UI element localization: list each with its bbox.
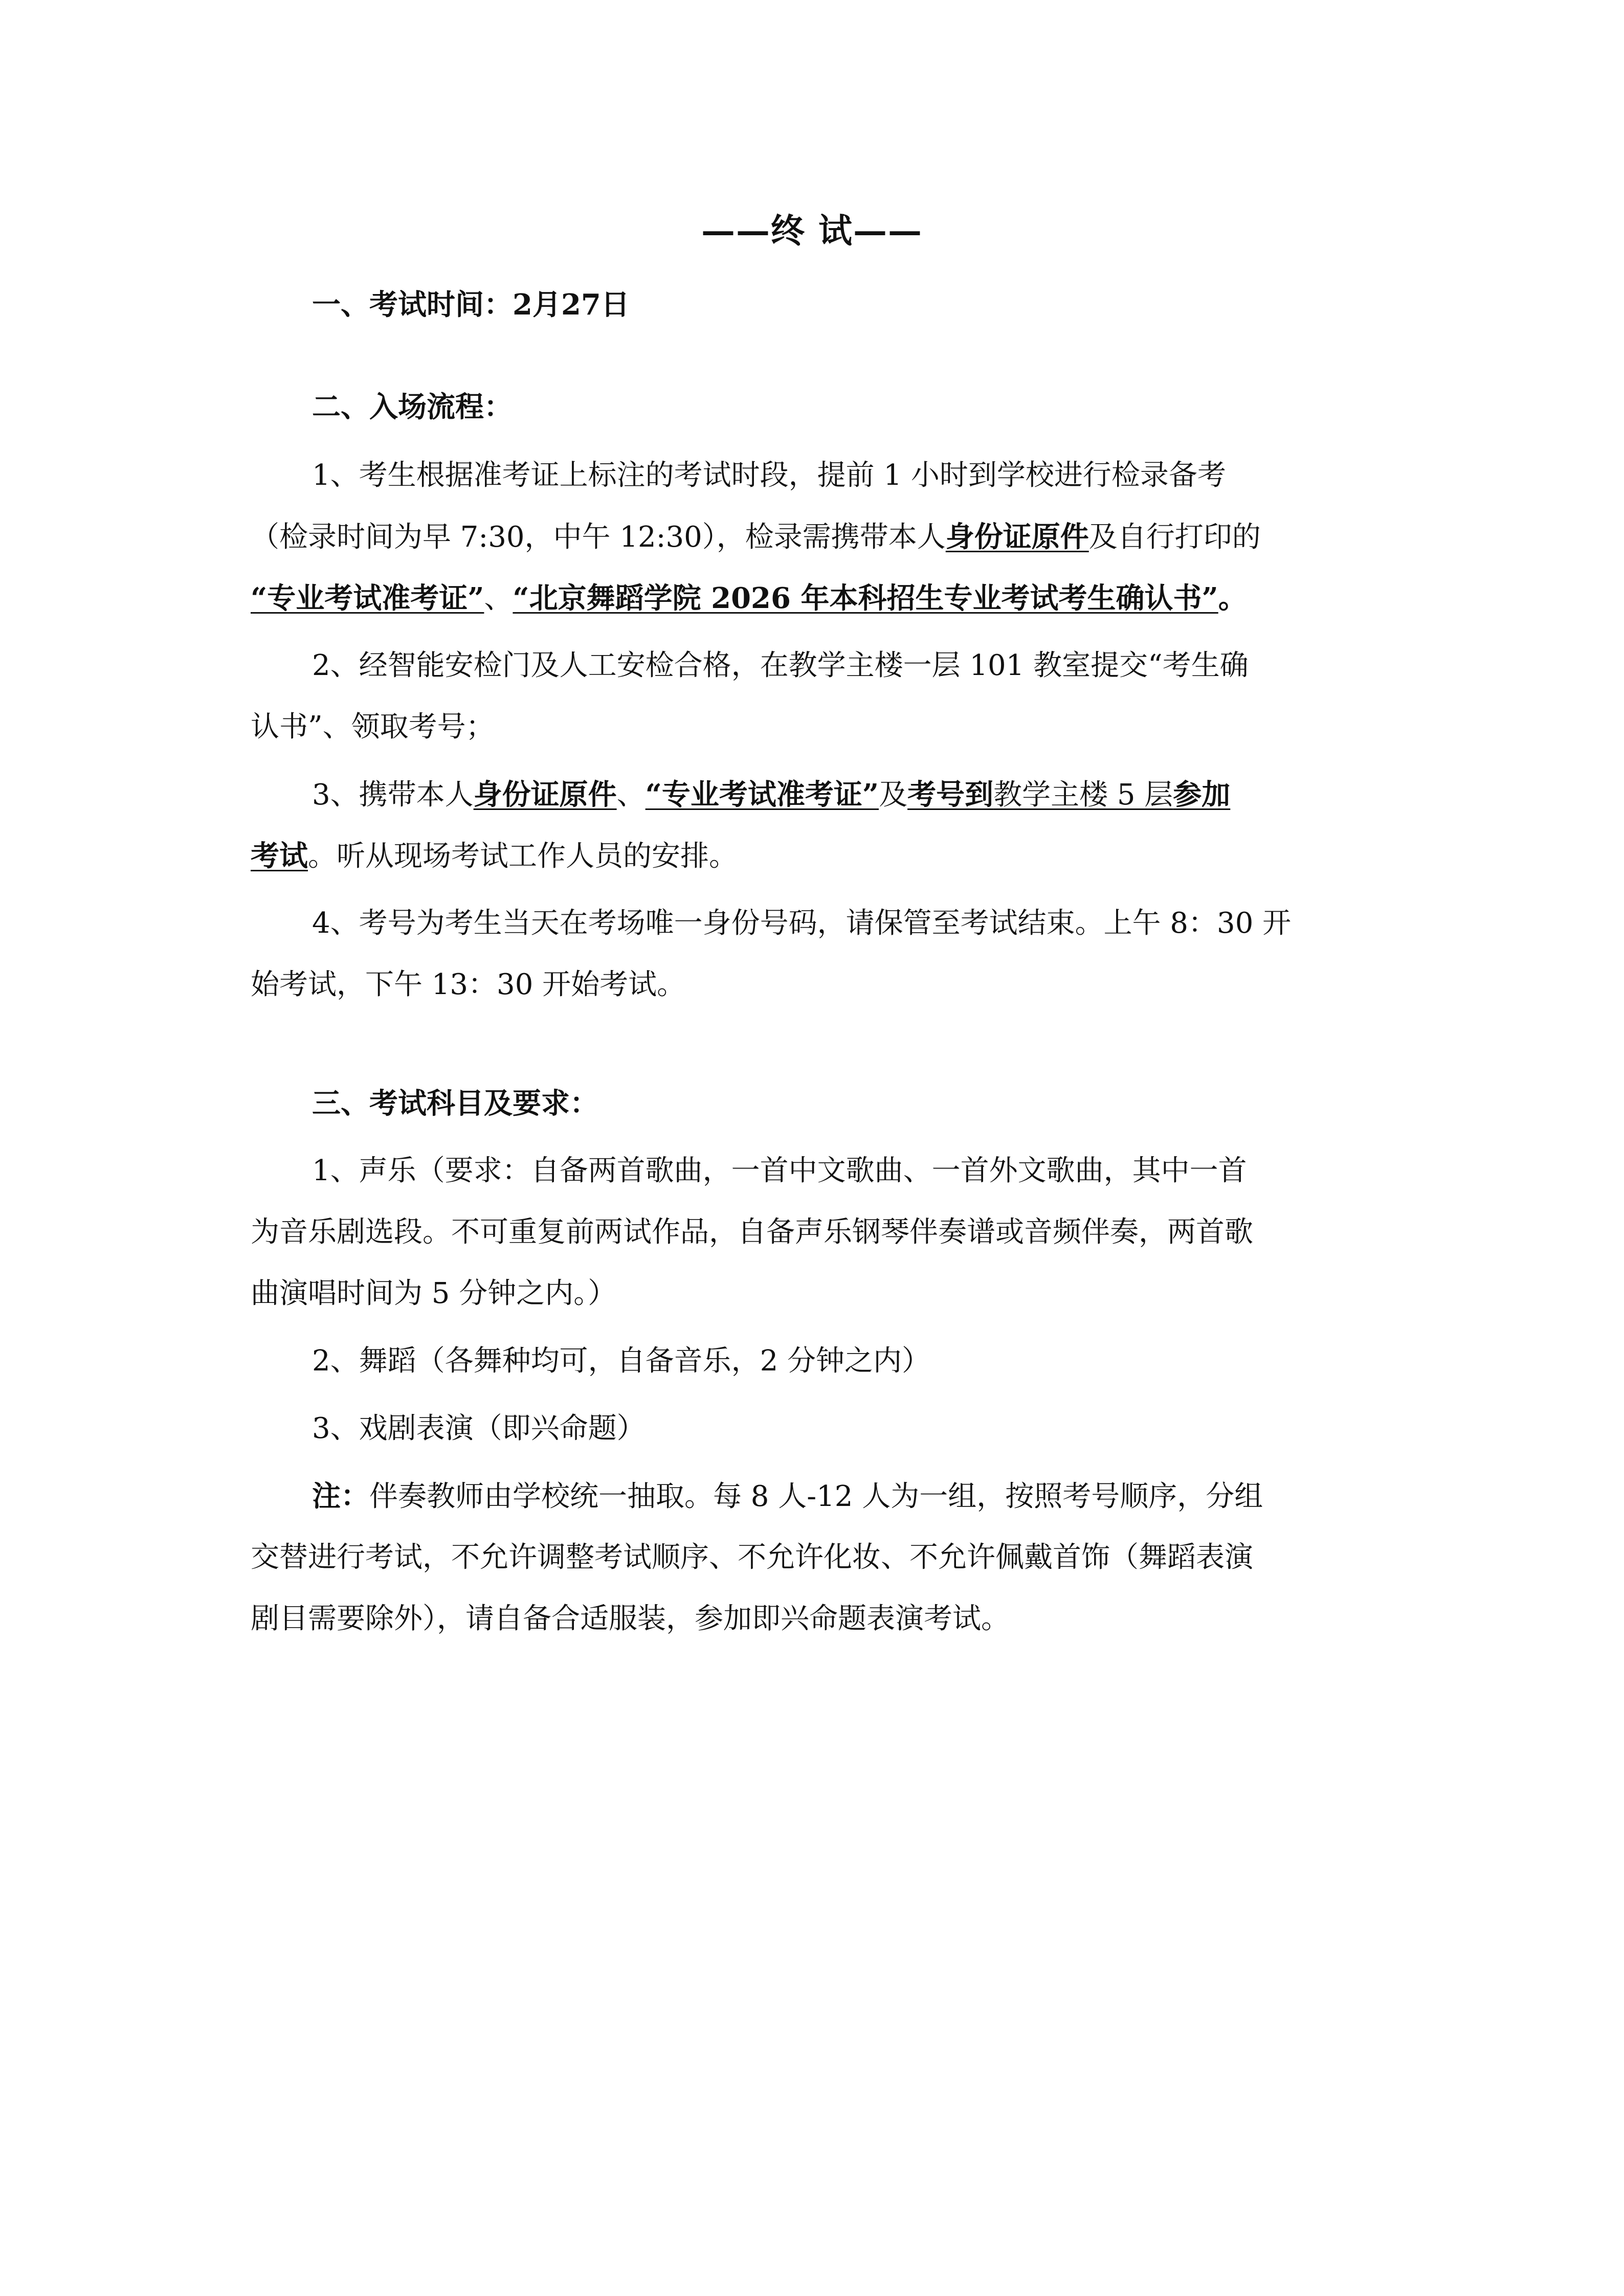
- entry-item-2-line-2: 认书”、领取考号；: [251, 710, 495, 744]
- subject-item-1-line-1: 1、声乐（要求：自备两首歌曲，一首中文歌曲、一首外文歌曲，其中一首: [312, 1154, 1247, 1187]
- note-line-1: [312, 1476, 1448, 1517]
- entry-item-4-line-2: 始考试，下午 13：30 开始考试。: [251, 968, 686, 1001]
- entry-item-1-period: 。: [1218, 581, 1247, 615]
- subject-item-1-line-2: 为音乐剧选段。不可重复前两试作品，自备声乐钢琴伴奏谱或音频伴奏，两首歌: [251, 1215, 1253, 1249]
- section-subjects-heading: 三、考试科目及要求：: [312, 1087, 598, 1120]
- entry-item-3-text-b: 。听从现场考试工作人员的安排。: [308, 840, 738, 873]
- entry-item-3-floor-location: 教学主楼 5 层: [993, 778, 1173, 812]
- section-entry-process-heading: 二、入场流程：: [312, 390, 513, 424]
- entry-item-4-line-1: 4、考号为考生当天在考场唯一身份号码，请保管至考试结束。上午 8：30 开: [312, 907, 1292, 940]
- id-card-original-emphasis: 身份证原件: [945, 520, 1089, 554]
- entry-item-3-line-1: [312, 774, 1448, 816]
- admission-ticket-emphasis: “专业考试准考证”: [251, 581, 484, 615]
- entry-item-3-line-2: [251, 836, 1386, 877]
- entry-item-3-text-c: 、: [616, 778, 646, 812]
- entry-item-3-text-a: 3、携带本人: [312, 778, 474, 812]
- entry-item-1-separator: 、: [484, 582, 513, 615]
- entry-item-3-number-emphasis: 考号到: [907, 778, 994, 812]
- note-line-2: 交替进行考试，不允许调整考试顺序、不允许化妆、不允许佩戴首饰（舞蹈表演: [251, 1541, 1253, 1574]
- entry-item-3-id-card-emphasis: 身份证原件: [473, 778, 617, 812]
- entry-item-1-line-1: 1、考生根据准考证上标注的考试时段，提前 1 小时到学校进行检录备考: [312, 459, 1226, 492]
- note-line-3: 剧目需要除外），请自备合适服装，参加即兴命题表演考试。: [251, 1602, 1010, 1635]
- note-line-1-text: 伴奏教师由学校统一抽取。每 8 人-12 人为一组，按照考号顺序，分组: [369, 1480, 1263, 1513]
- entry-item-1-line-2-text-a: （检录时间为早 7:30，中午 12:30），检录需携带本人: [251, 521, 946, 554]
- entry-item-1-line-2: [251, 516, 1386, 558]
- entry-item-1-line-3: [251, 578, 1386, 619]
- section-exam-time-heading: 一、考试时间：2月27日: [312, 288, 630, 322]
- entry-item-3-ticket-emphasis: “专业考试准考证”: [645, 778, 879, 812]
- confirmation-letter-emphasis: “北京舞蹈学院 2026 年本科招生专业考试考生确认书”: [513, 581, 1218, 615]
- entry-item-1-line-2-text-c: 及自行打印的: [1088, 521, 1261, 554]
- note-label: 注：: [312, 1479, 369, 1513]
- subject-item-1-line-3: 曲演唱时间为 5 分钟之内。）: [251, 1277, 617, 1310]
- entry-item-2-line-1: 2、经智能安检门及人工安检合格，在教学主楼一层 101 教室提交“考生确: [312, 649, 1249, 682]
- page-title: ——终 试——: [701, 211, 923, 251]
- subject-item-3: 3、戏剧表演（即兴命题）: [312, 1412, 646, 1445]
- entry-item-3-text-e: 及: [879, 778, 908, 812]
- entry-item-3-exam-emphasis: 考试: [251, 839, 308, 873]
- subject-item-2: 2、舞蹈（各舞种均可，自备音乐，2 分钟之内）: [312, 1344, 931, 1378]
- entry-item-3-join-emphasis: 参加: [1173, 778, 1231, 812]
